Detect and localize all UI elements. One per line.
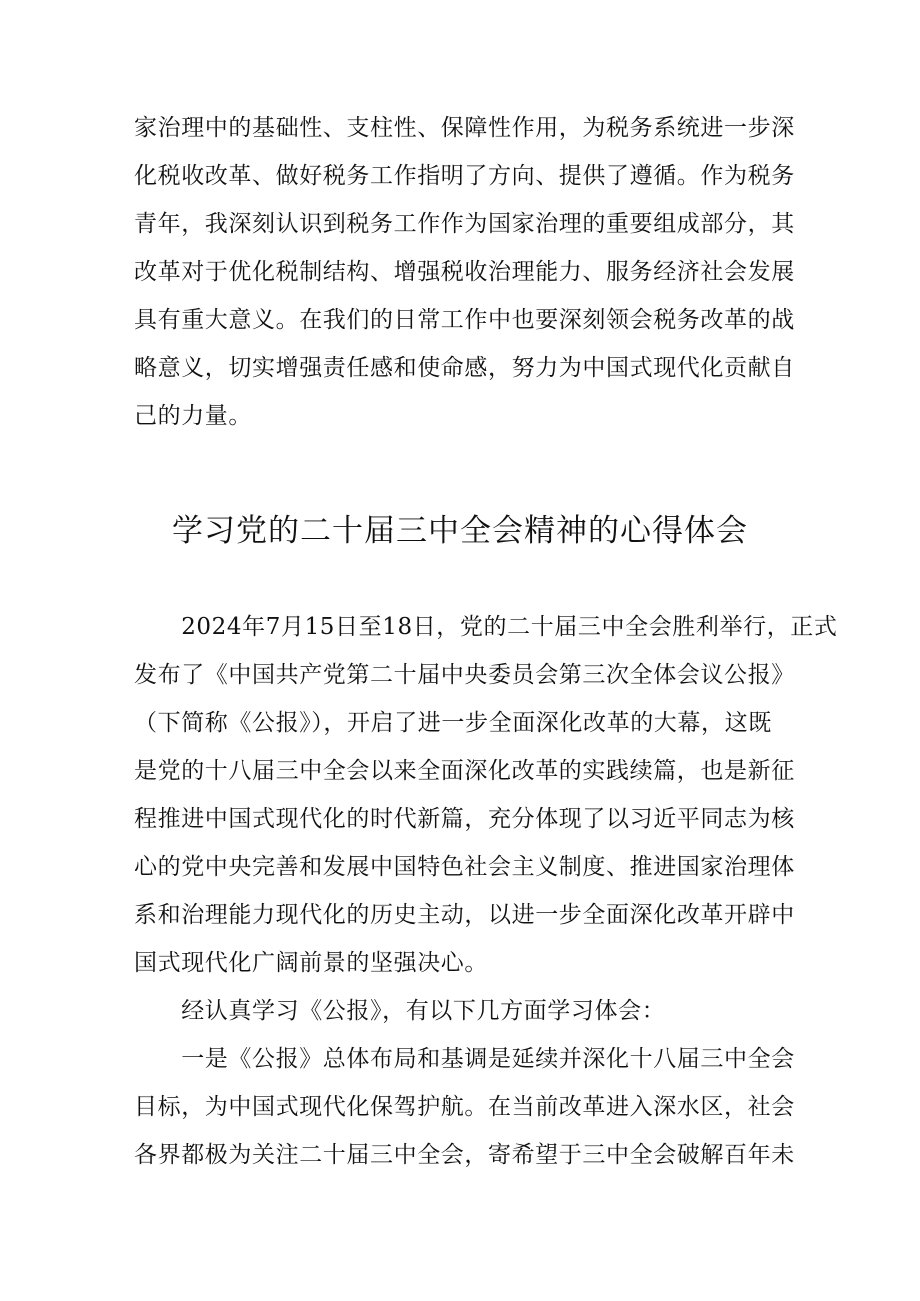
text-line: 国式现代化广阔前景的坚强决心。 (134, 950, 488, 976)
text-line: 各界都极为关注二十届三中全会，寄希望于三中全会破解百年未 (134, 1142, 795, 1168)
text-line: 化税收改革、做好税务工作指明了方向、提供了遵循。作为税务 (134, 163, 795, 189)
text-line: 略意义，切实增强责任感和使命感，努力为中国式现代化贡献自 (134, 355, 795, 381)
text-line: （下简称《公报》），开启了进一步全面深化改革的大幕，这既 (134, 710, 772, 736)
text-line: 具有重大意义。在我们的日常工作中也要深刻领会税务改革的战 (134, 307, 795, 333)
paragraph-intro (134, 603, 838, 987)
paragraph-summary-intro (134, 987, 794, 1035)
text-line: 青年，我深刻认识到税务工作作为国家治理的重要组成部分，其 (134, 211, 795, 237)
top-paragraph (134, 104, 794, 440)
text-line: 心的党中央完善和发展中国特色社会主义制度、推进国家治理体 (134, 854, 795, 880)
text-line: 目标，为中国式现代化保驾护航。在当前改革进入深水区，社会 (134, 1094, 795, 1120)
text-line: 是党的十八届三中全会以来全面深化改革的实践续篇，也是新征 (134, 758, 795, 784)
text-line: 发布了《中国共产党第二十届中央委员会第三次全体会议公报》 (134, 662, 795, 688)
text-line: 一是《公报》总体布局和基调是延续并深化十八届三中全会 (134, 1046, 795, 1072)
text-line: 家治理中的基础性、支柱性、保障性作用，为税务系统进一步深 (134, 115, 795, 141)
text-line: 己的力量。 (134, 403, 252, 429)
text-line: 2024年7月15日至18日，党的二十届三中全会胜利举行，正式 (134, 614, 838, 640)
text-line: 系和治理能力现代化的历史主动，以进一步全面深化改革开辟中 (134, 902, 795, 928)
paragraph-point-one (134, 1035, 794, 1179)
text-line: 改革对于优化税制结构、增强税收治理能力、服务经济社会发展 (134, 259, 795, 285)
text-line: 程推进中国式现代化的时代新篇，充分体现了以习近平同志为核 (134, 806, 795, 832)
text-line: 经认真学习《公报》，有以下几方面学习体会： (134, 998, 666, 1024)
article-title: 学习党的二十届三中全会精神的心得体会 (172, 513, 748, 549)
